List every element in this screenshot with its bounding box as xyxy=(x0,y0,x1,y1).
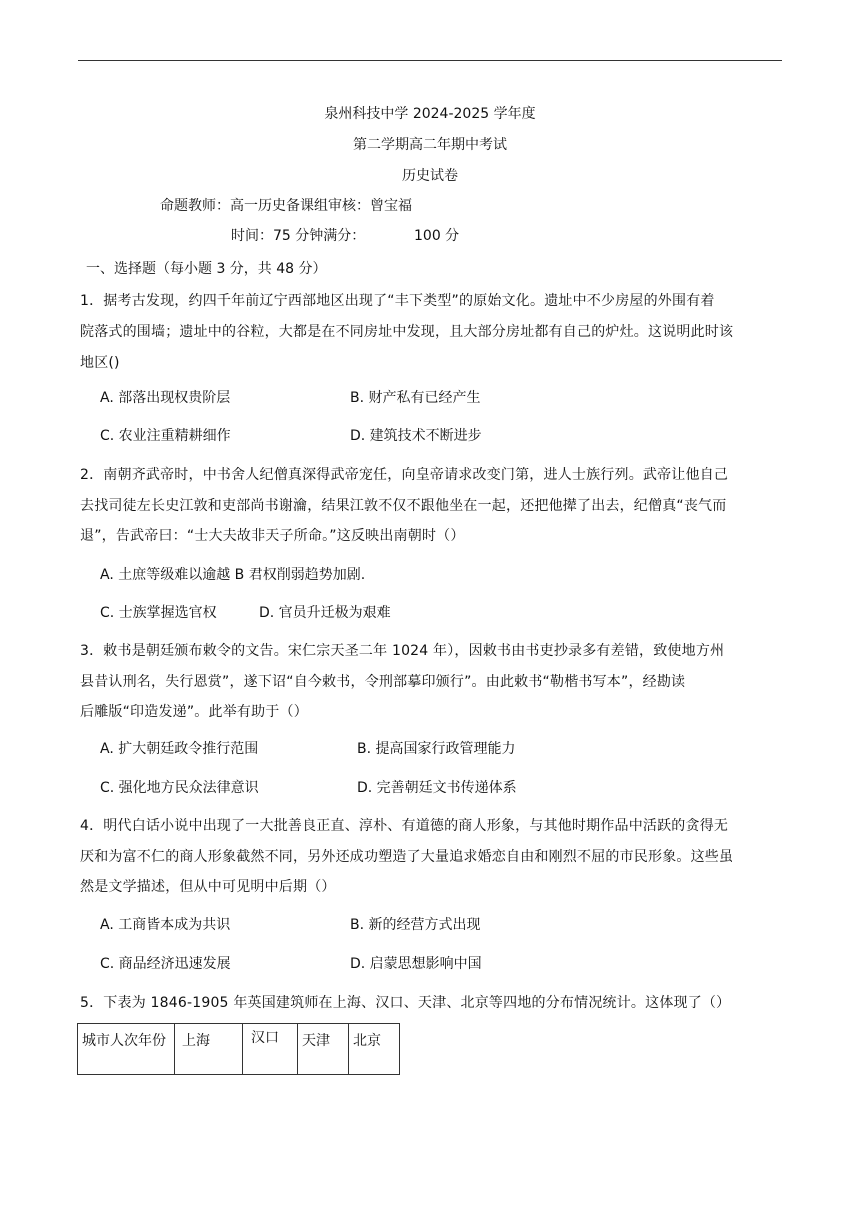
question-line: 3．敕书是朝廷颁布敕令的文告。宋仁宗天圣二年 1024 年），因敕书由书吏抄录多有差错，致使地方州 xyxy=(80,643,725,659)
option-d[interactable]: D. 完善朝廷文书传递体系 xyxy=(357,780,517,796)
option-d[interactable]: D. 官员升迁极为艰难 xyxy=(259,605,391,621)
header-rule xyxy=(78,60,782,61)
option-c[interactable]: C. 强化地方民众法律意识 xyxy=(100,780,259,796)
school-year-title: 泉州科技中学 2024-2025 学年度 xyxy=(324,106,536,122)
option-b[interactable]: B. 新的经营方式出现 xyxy=(350,917,481,933)
question-line: 厌和为富不仁的商人形象截然不同，另外还成功塑造了大量追求婚恋自由和刚烈不屈的市民形象。这些虽 xyxy=(80,849,734,865)
question-line: 5．下表为 1846-1905 年英国建筑师在上海、汉口、天津、北京等四地的分布情况统计。这体现了（） xyxy=(80,995,731,1011)
teachers-line: 命题教师：高一历史备课组审核：曾宝福 xyxy=(160,198,412,214)
subject-title: 历史试卷 xyxy=(402,168,458,184)
section-title: 一、选择题（每小题 3 分，共 48 分） xyxy=(86,261,327,277)
table-header-cell: 天津 xyxy=(298,1024,349,1075)
question-line: 地区() xyxy=(80,355,120,371)
table-header-cell: 北京 xyxy=(349,1024,400,1075)
option-c[interactable]: C. 农业注重精耕细作 xyxy=(100,428,231,444)
time-score-line: 时间：75 分钟满分： xyxy=(231,228,366,244)
architect-distribution-table xyxy=(77,1023,400,1075)
question-line: 县昔认刑名，失行恩赏”，遂下诏“自今敕书，令刑部摹印颁行”。由此敕书“勒楷书写本”，经勘读 xyxy=(80,674,686,690)
option-a-b[interactable]: A. 土庶等级难以逾越 B 君权削弱趋势加剧. xyxy=(100,567,366,583)
question-line: 1．据考古发现，约四千年前辽宁西部地区出现了“丰下类型”的原始文化。遗址中不少房屋的外围有着 xyxy=(80,293,715,309)
question-line: 退”，告武帝曰：“士大夫故非天子所命。”这反映出南朝时（） xyxy=(80,528,465,544)
full-score: 100 分 xyxy=(414,228,460,244)
question-line: 4．明代白话小说中出现了一大批善良正直、淳朴、有道德的商人形象，与其他时期作品中活跃的贪得无 xyxy=(80,818,729,834)
option-a[interactable]: A. 扩大朝廷政令推行范围 xyxy=(100,741,259,757)
option-c[interactable]: C. 商品经济迅速发展 xyxy=(100,956,231,972)
option-b[interactable]: B. 提高国家行政管理能力 xyxy=(357,741,516,757)
option-a[interactable]: A. 部落出现权贵阶层 xyxy=(100,390,231,406)
table-header-cell: 汉口 xyxy=(243,1024,298,1075)
question-line: 然是文学描述，但从中可见明中后期（） xyxy=(80,879,336,895)
exam-name-title: 第二学期高二年期中考试 xyxy=(353,137,507,153)
table-header-cell: 城市人次年份 xyxy=(78,1024,175,1075)
table-header-cell: 上海 xyxy=(175,1024,243,1075)
option-c[interactable]: C. 士族掌握选官权 xyxy=(100,605,217,621)
question-line: 去找司徒左长史江敦和吏部尚书谢瀹，结果江敦不仅不跟他坐在一起，还把他撵了出去，纪僧真“丧气而 xyxy=(80,498,727,514)
question-line: 2．南朝齐武帝时，中书舍人纪僧真深得武帝宠任，向皇帝请求改变门第，进人士族行列。武帝让他自己 xyxy=(80,467,729,483)
table-header-row xyxy=(78,1024,400,1075)
option-b[interactable]: B. 财产私有已经产生 xyxy=(350,390,481,406)
question-line: 院落式的围墙；遗址中的谷粒，大都是在不同房址中发现，且大部分房址都有自己的炉灶。这说明此时该 xyxy=(80,324,734,340)
question-line: 后雕版“印造发递”。此举有助于（） xyxy=(80,704,308,720)
option-d[interactable]: D. 启蒙思想影响中国 xyxy=(350,956,482,972)
option-a[interactable]: A. 工商皆本成为共识 xyxy=(100,917,231,933)
option-d[interactable]: D. 建筑技术不断进步 xyxy=(350,428,482,444)
